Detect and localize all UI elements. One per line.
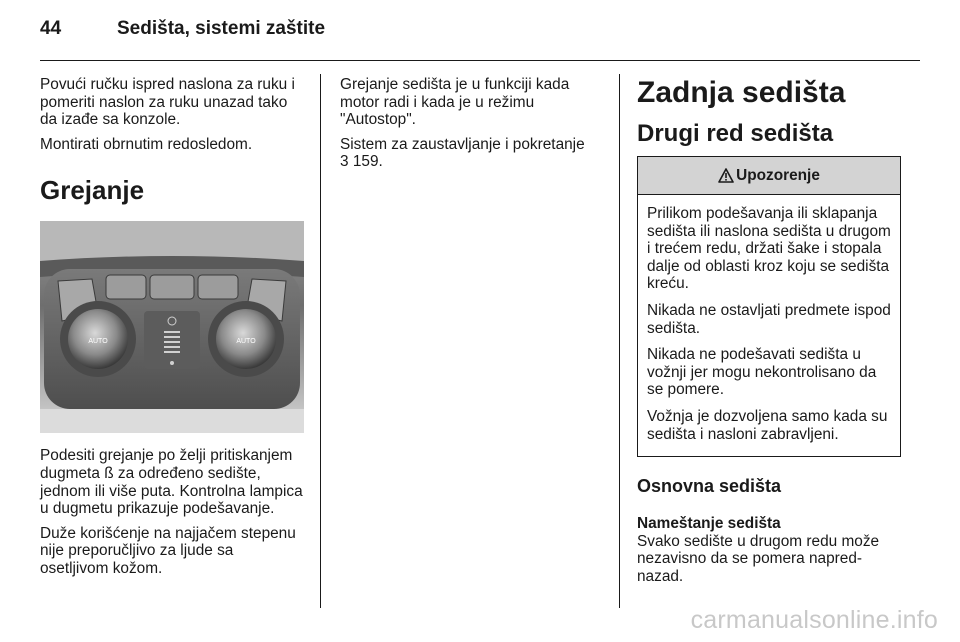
section-title: Drugi red sedišta (637, 120, 834, 147)
warning-box (637, 156, 901, 457)
header-rule (40, 60, 920, 61)
watermark: carmanualsonline.info (690, 606, 938, 634)
auto-label-left: AUTO (88, 338, 108, 346)
text-run: Sistem za zaustavljanje i pokretanje (340, 135, 585, 153)
page-header (40, 18, 920, 48)
subsection-title: Osnovna sedišta (637, 476, 782, 497)
column-2 (340, 76, 604, 178)
warning-triangle-icon (718, 168, 734, 183)
page-number: 44 (40, 18, 62, 39)
column-3 (637, 76, 901, 593)
warning-body (638, 195, 900, 456)
text-run: Podesiti grejanje po želji pritiskanjem dugmeta (40, 447, 293, 482)
column-divider (320, 74, 321, 608)
paragraph: Grejanje sedišta je u funkciji kada motor radi i kada je u režimu "Autostop". (340, 76, 570, 129)
warning-header (638, 157, 900, 195)
page-ref-arrow-icon: 3 (340, 153, 349, 171)
seat-heating-icon: ß (104, 464, 114, 482)
text-run: za određeno sedište, jednom ili više puta. Kontrolna lampica u dugmetu prikazuje podešavanje. (40, 464, 303, 518)
section-heading-grejanje: Grejanje (40, 175, 145, 206)
warning-item: Vožnja je dozvoljena samo kada su sedišta i nasloni zabravljeni. (647, 407, 888, 443)
paragraph: Svako sedište u drugom redu može nezavisno da se pomera napred-nazad. (637, 532, 880, 585)
climate-control-photo (40, 221, 304, 433)
paragraph: Povući ručku ispred naslona za ruku i pomeriti naslon za ruku unazad tako da izađe sa konzole. (40, 76, 295, 129)
warning-item: Nikada ne podešavati sedišta u vožnji jer mogu nekontrolisano da se pomere. (647, 346, 877, 399)
auto-label-right: AUTO (236, 338, 256, 346)
paragraph: Montirati obrnutim redosledom. (40, 135, 253, 153)
warning-item: Nikada ne ostavljati predmete ispod sedišta. (647, 301, 891, 337)
column-divider (619, 74, 620, 608)
minor-title: Nameštanje sedišta (637, 515, 781, 533)
paragraph (340, 136, 604, 171)
paragraph: Duže korišćenje na najjačem stepenu nije preporučljivo za ljude sa osetljivom kožom. (40, 524, 296, 577)
page-reference[interactable]: 159. (352, 153, 383, 171)
column-1 (40, 76, 304, 585)
chapter-title: Zadnja sedišta (637, 76, 846, 109)
warning-item: Prilikom podešavanja ili sklapanja sedišta ili naslona sedišta u drugom i trećem redu, držati šake i stopala dalje od oblasti kroz koju se sedišta kreću. (647, 205, 891, 293)
warning-title: Upozorenje (736, 166, 820, 184)
paragraph (40, 447, 304, 517)
running-title: Sedišta, sistemi zaštite (117, 18, 326, 39)
